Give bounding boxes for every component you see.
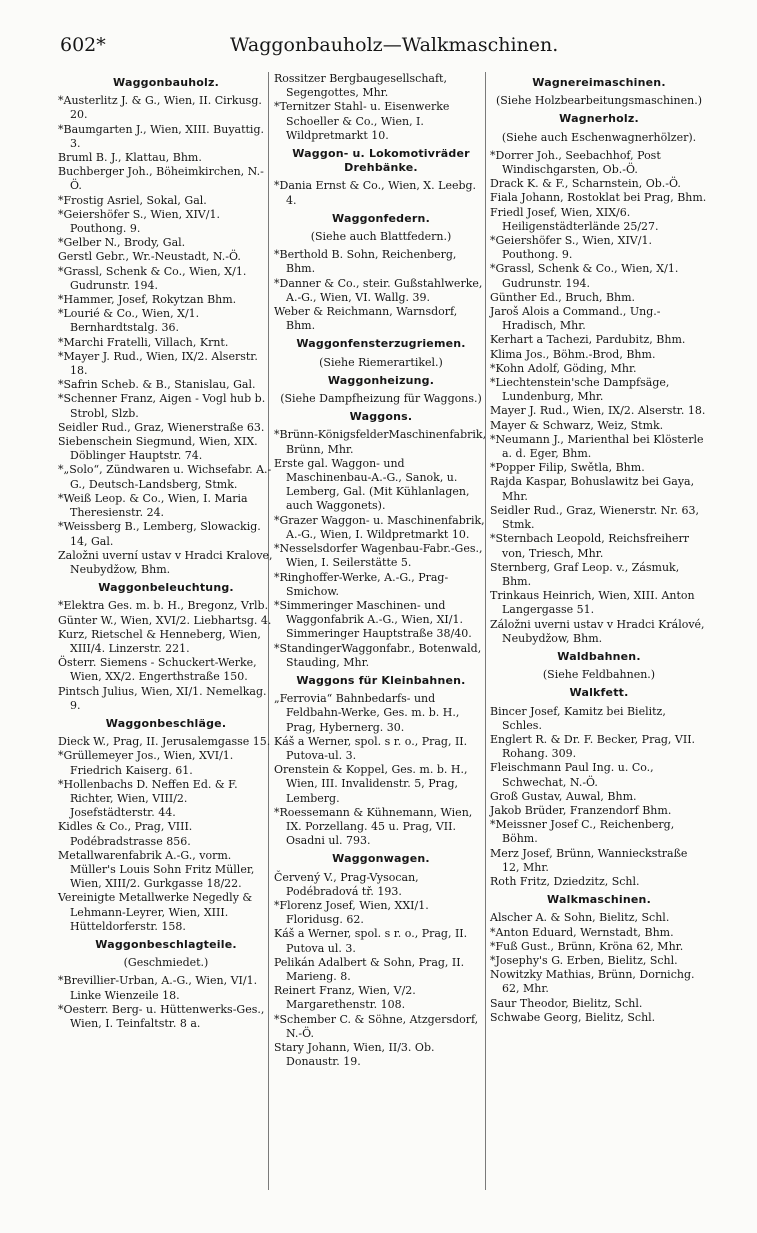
directory-entry: *Frostig Asriel, Sokal, Gal. xyxy=(58,193,207,207)
section-note: (Siehe auch Eschenwagnerhölzer). xyxy=(501,130,697,144)
running-title: Waggonbauholz—Walkmaschinen. xyxy=(230,34,559,56)
directory-entry: Englert R. & Dr. F. Becker, Prag, VII. Rohang. 309. xyxy=(490,732,696,761)
directory-entry: *Meissner Josef C., Reichenberg, Böhm. xyxy=(490,818,675,846)
section-heading: Wagnereimaschinen. xyxy=(532,76,666,89)
directory-entry: Dieck W., Prag, II. Jerusalemgasse 15. xyxy=(58,735,271,749)
directory-entry: *Elektra Ges. m. b. H., Bregonz, Vrlb. xyxy=(58,599,269,613)
directory-entry: Rajda Kaspar, Bohuslawitz bei Gaya, Mhr. xyxy=(490,475,695,503)
directory-entry: *Geiershöfer S., Wien, XIV/1. Pouthong. 9. xyxy=(58,207,220,236)
directory-entry: Drack K. & F., Scharnstein, Ob.-Ö. xyxy=(490,177,681,191)
section-heading: Waggonfedern. xyxy=(332,211,430,225)
directory-entry: Trinkaus Heinrich, Wien, XIII. Anton Langergasse 51. xyxy=(490,589,695,617)
directory-entry: Siebenschein Siegmund, Wien, XIX. Döblinger Hauptstr. 74. xyxy=(58,435,258,463)
section-heading: Walkmaschinen. xyxy=(547,893,651,907)
directory-entry: *Oesterr. Berg- u. Hüttenwerks-Ges., Wien, I. Teinfaltstr. 8 a. xyxy=(58,1002,265,1030)
directory-entry: *Berthold B. Sohn, Reichenberg, Bhm. xyxy=(274,248,457,276)
directory-section xyxy=(58,938,274,1031)
directory-entry: Záložni uverni ustav v Hradci Králové, Neubydžow, Bhm. xyxy=(490,617,705,645)
column-3 xyxy=(490,72,708,1025)
directory-entry: *Geiershöfer S., Wien, XIV/1. Pouthong. 9. xyxy=(490,234,652,262)
directory-entry: *Ternitzer Stahl- u. Eisenwerke Schoeller & Co., Wien, I. Wildpretmarkt 10. xyxy=(274,100,450,142)
directory-entry: Stary Johann, Wien, II/3. Ob. Donaustr. 19. xyxy=(274,1041,435,1069)
section-note: (Siehe Riemerartikel.) xyxy=(319,355,443,369)
directory-entry: *Brevillier-Urban, A.-G., Wien, VI/1. Linke Wienzeile 18. xyxy=(58,974,258,1002)
directory-section xyxy=(274,212,488,334)
directory-entry: Založni uverní ustav v Hradci Kralove, Neubydžow, Bhm. xyxy=(58,548,273,576)
directory-entry: *Hammer, Josef, Rokytzan Bhm. xyxy=(58,293,237,307)
directory-entry: Nowitzky Mathias, Brünn, Dornichg. 62, Mhr. xyxy=(490,968,695,996)
section-heading: Waggonbauholz. xyxy=(113,76,219,89)
directory-section xyxy=(490,76,708,108)
directory-entry: *Anton Eduard, Wernstadt, Bhm. xyxy=(490,925,674,939)
directory-entry: *Grüllemeyer Jos., Wien, XVI/1. Friedrich Kaiserg. 61. xyxy=(58,749,234,777)
directory-entry: Klima Jos., Böhm.-Brod, Bhm. xyxy=(490,347,656,361)
directory-entry: *Austerlitz J. & G., Wien, II. Cirkusg. 20. xyxy=(58,94,262,122)
section-heading: Waggons. xyxy=(349,410,413,424)
directory-entry: Groß Gustav, Auwal, Bhm. xyxy=(490,789,637,803)
directory-entry: Schwabe Georg, Bielitz, Schl. xyxy=(490,1010,656,1024)
directory-entry: *Lourié & Co., Wien, X/1. Bernhardtstalg. 36. xyxy=(58,307,200,335)
directory-entry: Rossitzer Bergbaugesellschaft, Segengottes, Mhr. xyxy=(274,72,447,100)
directory-section xyxy=(274,674,488,848)
directory-entry: Káš a Werner, spol. s r. o., Prag, II. Putova ul. 3. xyxy=(274,927,468,955)
directory-entry: *Fuß Gust., Brünn, Kröna 62, Mhr. xyxy=(490,939,684,953)
directory-entry: *Nesselsdorfer Wagenbau-Fabr.-Ges., Wien, I. Seilerstätte 5. xyxy=(274,542,483,570)
directory-entry: Gerstl Gebr., Wr.-Neustadt, N.-Ö. xyxy=(58,250,241,264)
page-number: 602* xyxy=(60,34,106,56)
directory-section xyxy=(58,76,274,577)
directory-entry: Jaroš Alois a Command., Ung.-Hradisch, Mhr. xyxy=(490,305,661,333)
directory-entry: Buchberger Joh., Böheimkirchen, N.-Ö. xyxy=(58,165,264,193)
directory-section xyxy=(58,717,274,934)
directory-entry: Saur Theodor, Bielitz, Schl. xyxy=(490,996,643,1010)
directory-section xyxy=(274,147,488,208)
directory-section xyxy=(274,410,488,670)
section-heading: Waggonbeschläge. xyxy=(105,716,227,730)
directory-entry: *Mayer J. Rud., Wien, IX/2. Alserstr. 18. xyxy=(58,349,258,378)
directory-entry: *Gelber N., Brody, Gal. xyxy=(58,236,186,250)
directory-entry: *Danner & Co., steir. Gußstahlwerke, A.-G., Wien, VI. Wallg. 39. xyxy=(274,276,483,304)
directory-section xyxy=(490,650,708,682)
directory-entry: *Popper Filip, Swětla, Bhm. xyxy=(490,461,645,475)
directory-entry: Jakob Brüder, Franzendorf Bhm. xyxy=(490,803,672,817)
section-note: (Siehe Holzbearbeitungsmaschinen.) xyxy=(495,94,703,108)
directory-entry: *„Solo“, Zündwaren u. Wichsefabr. A.-G., Deutsch-Landsberg, Stmk. xyxy=(58,463,272,491)
section-note: (Siehe auch Blattfedern.) xyxy=(310,230,452,244)
directory-entry: *Weissberg B., Lemberg, Slowackig. 14, Gal. xyxy=(58,520,261,548)
directory-entry: Bincer Josef, Kamitz bei Bielitz, Schles. xyxy=(490,704,666,732)
directory-entry: Seidler Rud., Graz, Wienerstraße 63. xyxy=(58,420,265,434)
section-heading: Waggons für Kleinbahnen. xyxy=(296,673,466,687)
directory-section xyxy=(274,72,488,143)
directory-entry: *Josephy's G. Erben, Bielitz, Schl. xyxy=(490,953,678,967)
directory-entry: *Dania Ernst & Co., Wien, X. Leebg. 4. xyxy=(274,179,477,207)
directory-entry: Österr. Siemens - Schuckert-Werke, Wien, XX/2. Engerthstraße 150. xyxy=(58,656,257,684)
column-1 xyxy=(58,72,274,1031)
directory-entry: *Liechtenstein'sche Dampfsäge, Lundenburg, Mhr. xyxy=(490,376,670,404)
directory-section xyxy=(490,112,708,646)
directory-entry: *Ringhoffer-Werke, A.-G., Prag-Smichow. xyxy=(274,570,449,598)
directory-entry: *Grazer Waggon- u. Maschinenfabrik, A.-G., Wien, I. Wildpretmarkt 10. xyxy=(274,513,485,541)
directory-entry: Weber & Reichmann, Warnsdorf, Bhm. xyxy=(274,305,458,333)
directory-entry: Fiala Johann, Rostoklat bei Prag, Bhm. xyxy=(490,191,707,205)
directory-entry: Sternberg, Graf Leop. v., Zásmuk, Bhm. xyxy=(490,560,680,588)
directory-entry: Káš a Werner, spol. s r. o., Prag, II. Putova-ul. 3. xyxy=(274,734,468,762)
directory-section xyxy=(490,686,708,889)
directory-entry: Orenstein & Koppel, Ges. m. b. H., Wien, III. Invalidenstr. 5, Prag, Lemberg. xyxy=(274,763,468,805)
directory-entry: *StandingerWaggonfabr., Botenwald, Stauding, Mhr. xyxy=(274,641,482,669)
directory-entry: Kidles & Co., Prag, VIII. Podébradstrasse 856. xyxy=(58,820,193,848)
directory-entry: *Hollenbachs D. Neffen Ed. & F. Richter, Wien, VIII/2. Josefstädterstr. 44. xyxy=(58,777,238,820)
directory-section xyxy=(490,893,708,1025)
directory-entry: *Baumgarten J., Wien, XIII. Buyattig. 3. xyxy=(58,122,264,150)
directory-entry: *Brünn-KönigsfelderMaschinenfabrik, Brünn, Mhr. xyxy=(274,428,487,456)
section-note: (Geschmiedet.) xyxy=(123,956,209,970)
directory-entry: Kerhart a Tachezi, Pardubitz, Bhm. xyxy=(490,333,686,347)
section-note: (Siehe Feldbahnen.) xyxy=(542,668,656,682)
directory-entry: Metallwarenfabrik A.-G., vorm. Müller's Louis Sohn Fritz Müller, Wien, XIII/2. Gurkgasse 18/22. xyxy=(58,848,255,891)
directory-entry: Mayer J. Rud., Wien, IX/2. Alserstr. 18. xyxy=(490,404,706,418)
directory-entry: *Marchi Fratelli, Villach, Krnt. xyxy=(58,335,229,349)
directory-entry: Seidler Rud., Graz, Wienerstr. Nr. 63, Stmk. xyxy=(490,503,699,532)
directory-entry: Bruml B. J., Klattau, Bhm. xyxy=(58,151,202,165)
directory-entry: *Schenner Franz, Aigen - Vogl hub b. Strobl, Slzb. xyxy=(58,392,266,420)
directory-entry: Pintsch Julius, Wien, XI/1. Nemelkag. 9. xyxy=(58,684,267,712)
section-heading: Waggonheizung. xyxy=(327,373,435,387)
directory-entry: „Ferrovia“ Bahnbedarfs- und Feldbahn-Werke, Ges. m. b. H., Prag, Hybernerg. 30. xyxy=(274,692,460,734)
section-heading: Waggonwagen. xyxy=(332,852,430,866)
directory-section xyxy=(274,337,488,369)
section-heading: Wagnerholz. xyxy=(559,112,639,126)
directory-entry: Kurz, Rietschel & Henneberg, Wien, XIII/4. Linzerstr. 221. xyxy=(58,627,261,655)
directory-section xyxy=(274,852,488,1069)
directory-entry: *Grassl, Schenk & Co., Wien, X/1. Gudrunstr. 194. xyxy=(490,262,679,290)
directory-entry: Günter W., Wien, XVI/2. Liebhartsg. 4. xyxy=(58,613,272,627)
directory-section xyxy=(58,581,274,713)
section-heading: Waggonbeschlagteile. xyxy=(95,937,237,951)
directory-entry: *Simmeringer Maschinen- und Waggonfabrik A.-G., Wien, XI/1. Simmeringer Hauptstraße 38/40. xyxy=(274,598,472,641)
directory-entry: Pelikán Adalbert & Sohn, Prag, II. Marieng. 8. xyxy=(274,955,465,983)
column-2 xyxy=(274,72,488,1069)
directory-entry: *Roessemann & Kühnemann, Wien, IX. Porzellang. 45 u. Prag, VII. Osadni ul. 793. xyxy=(274,805,473,848)
directory-entry: Červený V., Prag-Vysocan, Podébradová tř. 193. xyxy=(274,870,419,898)
page-header xyxy=(60,34,700,64)
directory-entry: Roth Fritz, Dziedzitz, Schl. xyxy=(490,874,640,888)
section-heading: Waggonbeleuchtung. xyxy=(98,581,234,595)
section-heading: Waggon- u. Lokomotivräder Drehbänke. xyxy=(292,147,470,175)
directory-entry: *Florenz Josef, Wien, XXI/1. Floridusg. 62. xyxy=(274,898,429,927)
directory-entry: *Weiß Leop. & Co., Wien, I. Maria Theresienstr. 24. xyxy=(58,491,248,520)
directory-entry: *Grassl, Schenk & Co., Wien, X/1. Gudrunstr. 194. xyxy=(58,264,247,292)
directory-entry: *Schember C. & Söhne, Atzgersdorf, N.-Ö. xyxy=(274,1012,479,1040)
section-note: (Siehe Dampfheizung für Waggons.) xyxy=(280,392,482,406)
directory-entry: *Dorrer Joh., Seebachhof, Post Windischgarsten, Ob.-Ö. xyxy=(490,148,661,177)
directory-entry: *Safrin Scheb. & B., Stanislau, Gal. xyxy=(58,378,256,392)
directory-entry: Reinert Franz, Wien, V/2. Margarethenstr. 108. xyxy=(274,984,416,1012)
directory-entry: Mayer & Schwarz, Weiz, Stmk. xyxy=(490,418,664,432)
section-heading: Waldbahnen. xyxy=(557,649,641,663)
directory-entry: Vereinigte Metallwerke Negedly & Lehmann-Leyrer, Wien, XIII. Hütteldorferstr. 158. xyxy=(58,891,253,933)
directory-section xyxy=(274,374,488,406)
directory-entry: *Sternbach Leopold, Reichsfreiherr von, Triesch, Mhr. xyxy=(490,532,689,560)
directory-entry: Friedl Josef, Wien, XIX/6. Heiligenstädterlände 25/27. xyxy=(490,205,659,233)
directory-entry: Günther Ed., Bruch, Bhm. xyxy=(490,290,636,304)
section-heading: Waggonfensterzugriemen. xyxy=(296,337,466,351)
directory-entry: *Neumann J., Marienthal bei Klösterle a. d. Eger, Bhm. xyxy=(490,432,704,461)
directory-entry: Alscher A. & Sohn, Bielitz, Schl. xyxy=(490,911,670,925)
section-heading: Walkfett. xyxy=(569,686,629,700)
directory-entry: Merz Josef, Brünn, Wannieckstraße 12, Mhr. xyxy=(490,846,688,874)
directory-entry: Fleischmann Paul Ing. u. Co., Schwechat, N.-Ö. xyxy=(490,761,654,789)
directory-entry: Erste gal. Waggon- und Maschinenbau-A.-G., Sanok, u. Lemberg, Gal. (Mit Kühlanlagen, auch Waggonets). xyxy=(274,456,470,513)
directory-entry: *Kohn Adolf, Göding, Mhr. xyxy=(490,361,637,375)
